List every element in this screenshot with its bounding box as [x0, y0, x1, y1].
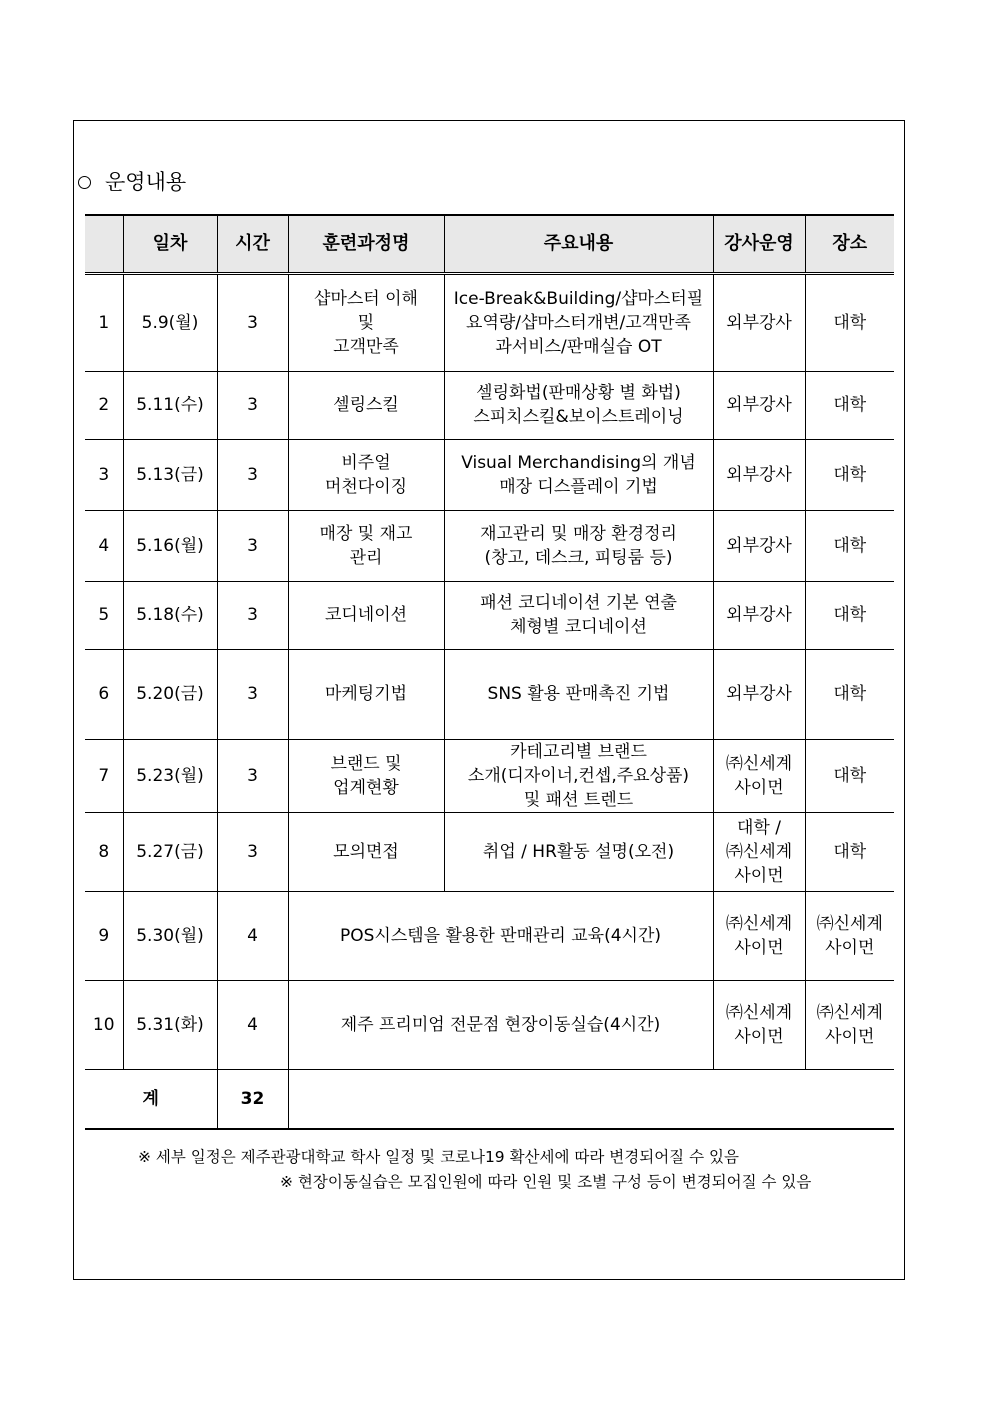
cell-place-text: 대학: [833, 312, 867, 333]
cell-hours-text: 3: [247, 535, 258, 556]
table-header-row: [85, 215, 894, 273]
cell-place: [805, 439, 894, 510]
cell-date: [123, 581, 217, 649]
cell-place: [805, 581, 894, 649]
header-content: 주요내용: [444, 215, 713, 273]
header-hours: 시간: [217, 215, 288, 273]
cell-date: [123, 891, 217, 980]
cell-course-text: 비주얼 머천다이징: [324, 452, 408, 497]
cell-place-text: 대학: [833, 841, 867, 862]
cell-place: [805, 510, 894, 581]
cell-hours-text: 3: [247, 605, 258, 625]
cell-place: [805, 739, 894, 812]
cell-place: [805, 371, 894, 439]
cell-place-text: 대학: [833, 684, 867, 704]
cell-hours-text: 4: [247, 1014, 258, 1035]
cell-hours-text: 3: [247, 841, 258, 862]
cell-instructor: [713, 273, 805, 371]
total-label: [85, 1069, 217, 1129]
cell-no-text: 4: [98, 535, 110, 556]
cell-no: [85, 812, 123, 891]
cell-hours: [217, 510, 288, 581]
cell-place-text: 대학: [833, 605, 867, 625]
table-row: [85, 371, 894, 439]
cell-course: [288, 812, 444, 891]
header-place: 장소: [805, 215, 894, 273]
cell-hours-text: 3: [247, 684, 258, 704]
cell-date: [123, 739, 217, 812]
cell-course-content-text: POS시스템을 활용한 판매관리 교육(4시간): [339, 925, 662, 946]
cell-instructor: [713, 739, 805, 812]
cell-no: [85, 891, 123, 980]
cell-course: [288, 371, 444, 439]
section-title: 운영내용: [105, 170, 187, 194]
cell-no-text: 5: [98, 605, 110, 625]
cell-hours: [217, 371, 288, 439]
cell-place: [805, 649, 894, 739]
total-row: [85, 1069, 894, 1129]
section-heading: [78, 168, 186, 196]
cell-date: [123, 980, 217, 1069]
cell-course-text: 셀링스킬: [333, 395, 399, 415]
cell-place-text: 대학: [833, 464, 867, 485]
cell-place-text: ㈜신세계 사이먼: [816, 913, 883, 958]
cell-course-content-text: 제주 프리미엄 전문점 현장이동실습(4시간): [340, 1014, 661, 1035]
cell-no: [85, 980, 123, 1069]
cell-no-text: 7: [98, 765, 110, 786]
cell-content-text: 카테고리별 브랜드 소개(디자이너,컨셉,주요상품) 및 패션 트렌드: [467, 741, 690, 810]
cell-course-content: [288, 891, 713, 980]
cell-course: [288, 649, 444, 739]
cell-course: [288, 273, 444, 371]
cell-instructor-text: ㈜신세계 사이먼: [725, 1002, 793, 1047]
cell-date-text: 5.13(금): [136, 464, 204, 485]
cell-instructor-text: 외부강사: [726, 464, 792, 485]
cell-date-text: 5.11(수): [136, 395, 204, 415]
cell-content-text: 취업 / HR활동 설명(오전): [482, 841, 675, 862]
cell-instructor-text: 대학 / ㈜신세계 사이먼: [725, 817, 793, 886]
cell-content-text: Visual Merchandising의 개념 매장 디스플레이 기법: [461, 452, 696, 497]
cell-date: [123, 812, 217, 891]
cell-date-text: 5.31(화): [136, 1014, 204, 1035]
cell-date: [123, 371, 217, 439]
cell-date: [123, 510, 217, 581]
cell-no-text: 3: [98, 464, 110, 485]
cell-hours: [217, 891, 288, 980]
cell-course-text: 모의면접: [333, 841, 399, 862]
cell-date-text: 5.16(월): [136, 535, 204, 556]
cell-hours-text: 3: [247, 464, 258, 485]
cell-hours: [217, 739, 288, 812]
cell-place-text: ㈜신세계 사이먼: [816, 1002, 883, 1047]
cell-course: [288, 439, 444, 510]
cell-no: [85, 739, 123, 812]
cell-course: [288, 510, 444, 581]
note-schedule-change: ※ 세부 일정은 제주관광대학교 학사 일정 및 코로나19 확산세에 따라 변경되어질 수 있음: [138, 1148, 739, 1166]
cell-course-text: 매장 및 재고 관리: [319, 523, 413, 568]
cell-course-text: 마케팅기법: [324, 684, 408, 704]
note-group-change: ※ 현장이동실습은 모집인원에 따라 인원 및 조별 구성 등이 변경되어질 수 있음: [280, 1173, 812, 1191]
cell-content-text: SNS 활용 판매촉진 기법: [487, 684, 670, 704]
header-day: 일차: [123, 215, 217, 273]
cell-content: [444, 581, 713, 649]
cell-content-text: 셀링화법(판매상황 별 화법) 스피치스킬&보이스트레이닝: [473, 383, 684, 427]
cell-course-text: 코디네이션: [324, 605, 408, 625]
table-row: [85, 739, 894, 812]
cell-hours: [217, 980, 288, 1069]
cell-hours: [217, 649, 288, 739]
cell-place-text: 대학: [833, 765, 867, 786]
cell-hours: [217, 812, 288, 891]
cell-no-text: 8: [98, 841, 110, 862]
cell-instructor-text: 외부강사: [726, 535, 792, 556]
cell-no: [85, 510, 123, 581]
cell-instructor-text: ㈜신세계 사이먼: [725, 753, 793, 798]
cell-hours-text: 3: [247, 395, 258, 415]
cell-course: [288, 581, 444, 649]
table-row: [85, 980, 894, 1069]
cell-no-text: 1: [98, 312, 110, 333]
cell-instructor: [713, 812, 805, 891]
header-course: 훈련과정명: [288, 215, 444, 273]
cell-instructor: [713, 510, 805, 581]
cell-instructor-text: 외부강사: [726, 684, 792, 704]
hollow-circle-icon: [78, 176, 91, 189]
cell-content: [444, 649, 713, 739]
cell-content-text: 패션 코디네이션 기본 연출 체형별 코디네이션: [480, 593, 677, 637]
cell-no: [85, 273, 123, 371]
cell-date-text: 5.23(월): [136, 765, 204, 786]
cell-hours-text: 3: [247, 765, 258, 786]
cell-instructor-text: 외부강사: [726, 605, 792, 625]
cell-place: [805, 812, 894, 891]
cell-course: [288, 739, 444, 812]
table-row: [85, 510, 894, 581]
cell-hours-text: 3: [247, 312, 258, 333]
table-row: [85, 649, 894, 739]
schedule-table: [85, 214, 894, 1130]
total-hours-text: 32: [240, 1088, 265, 1109]
header-no: [85, 215, 123, 273]
cell-no: [85, 371, 123, 439]
cell-no-text: 9: [98, 925, 110, 946]
cell-instructor: [713, 371, 805, 439]
cell-instructor: [713, 891, 805, 980]
cell-date-text: 5.27(금): [136, 841, 204, 862]
cell-content: [444, 371, 713, 439]
cell-instructor-text: ㈜신세계 사이먼: [725, 913, 793, 958]
table-row: [85, 273, 894, 371]
cell-instructor-text: 외부강사: [726, 312, 792, 333]
cell-no-text: 2: [98, 395, 110, 415]
cell-no: [85, 649, 123, 739]
cell-content: [444, 510, 713, 581]
cell-hours: [217, 581, 288, 649]
cell-instructor: [713, 581, 805, 649]
cell-place: [805, 273, 894, 371]
cell-instructor-text: 외부강사: [726, 395, 792, 415]
cell-no: [85, 581, 123, 649]
cell-course-text: 브랜드 및 업계현황: [330, 753, 402, 798]
cell-date-text: 5.18(수): [136, 605, 204, 625]
cell-content: [444, 439, 713, 510]
cell-place: [805, 980, 894, 1069]
cell-place-text: 대학: [833, 535, 867, 556]
total-hours: [217, 1069, 288, 1129]
cell-content: [444, 812, 713, 891]
cell-date: [123, 273, 217, 371]
table-row: [85, 812, 894, 891]
cell-date: [123, 649, 217, 739]
cell-date: [123, 439, 217, 510]
cell-no-text: 10: [92, 1014, 115, 1035]
cell-instructor: [713, 649, 805, 739]
cell-date-text: 5.9(월): [141, 312, 199, 333]
table-row: [85, 891, 894, 980]
cell-content: [444, 739, 713, 812]
cell-course-text: 샵마스터 이해 및 고객만족: [314, 288, 418, 357]
cell-content-text: Ice-Break&Building/샵마스터필 요역량/샵마스터개변/고객만족 과서비스/판매실습 OT: [453, 288, 704, 357]
cell-course-content: [288, 980, 713, 1069]
total-label-text: 계: [142, 1088, 159, 1109]
cell-place: [805, 891, 894, 980]
cell-instructor: [713, 439, 805, 510]
table-row: [85, 439, 894, 510]
cell-content: [444, 273, 713, 371]
cell-date-text: 5.30(월): [136, 925, 204, 946]
cell-no: [85, 439, 123, 510]
total-empty-cell: [288, 1069, 894, 1129]
header-instructor: 강사운영: [713, 215, 805, 273]
cell-content-text: 재고관리 및 매장 환경정리 (창고, 데스크, 피팅룸 등): [480, 523, 677, 568]
cell-date-text: 5.20(금): [136, 684, 204, 704]
cell-instructor: [713, 980, 805, 1069]
cell-hours: [217, 439, 288, 510]
cell-hours: [217, 273, 288, 371]
table-row: [85, 581, 894, 649]
cell-place-text: 대학: [833, 395, 867, 415]
cell-no-text: 6: [98, 684, 110, 704]
cell-hours-text: 4: [247, 925, 258, 946]
